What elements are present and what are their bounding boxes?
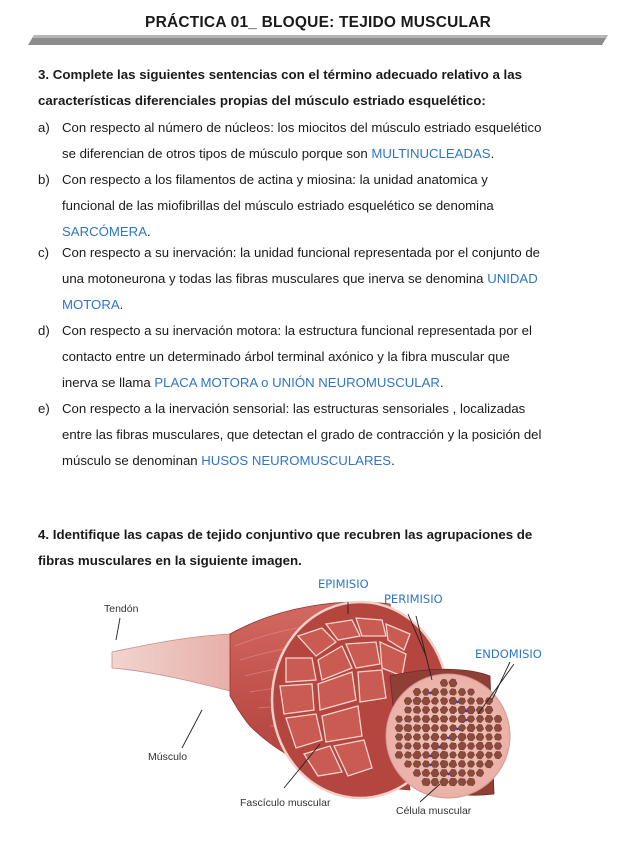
item-text-line: inerva se llama [62, 375, 155, 390]
punctuation: . [490, 146, 495, 161]
muscle-fiber [458, 778, 466, 785]
item-label: a) [38, 120, 50, 135]
answer-text: HUSOS NEUROMUSCULARES [201, 453, 392, 468]
question-4-prompt-line1: 4. Identifique las capas de tejido conjuntivo que recubren las agrupaciones de [38, 527, 533, 542]
muscle-fiber [458, 761, 466, 768]
punctuation: . [439, 375, 444, 390]
muscle-fiber [494, 724, 502, 731]
tendon-shape [112, 634, 250, 696]
item-text-line: contacto entre un determinado árbol terminal axónico y la fibra muscular que [62, 349, 510, 364]
answer-text: MOTORA [62, 297, 120, 312]
muscle-fiber [476, 698, 483, 705]
item-text-line: se diferencian de otros tipos de músculo porque son [62, 146, 372, 161]
label-tendon: Tendón [104, 603, 139, 615]
question-3-prompt-line2: características diferenciales propias del músculo estriado esquelético: [38, 93, 486, 108]
muscle-fiber [404, 716, 411, 723]
muscle-fiber [449, 716, 457, 723]
answer-text: MULTINUCLEADAS [371, 146, 491, 161]
muscle-fiber [458, 715, 466, 723]
item-label: e) [38, 401, 50, 416]
item-text-line: funcional de las miofibrillas del músculo estriado esquelético se denomina [62, 198, 494, 213]
punctuation: . [147, 224, 151, 239]
muscle-fiber [440, 725, 448, 732]
leader-endomisio-1 [492, 662, 510, 700]
punctuation: . [391, 453, 395, 468]
leader-musculo [182, 710, 202, 748]
muscle-anatomy-diagram [90, 576, 570, 826]
nucleus-dot [456, 728, 459, 731]
answer-text: SARCÓMERA [62, 224, 147, 239]
nucleus-dot [456, 701, 459, 704]
label-fasciculo: Fascículo muscular [240, 797, 331, 809]
label-epimisio: EPIMISIO [318, 577, 369, 591]
item-text-line: Con respecto al número de núcleos: los miocitos del músculo estriado esquelético [62, 120, 542, 135]
muscle-fiber [449, 689, 456, 696]
title-underline-bar [28, 33, 608, 47]
item-text-line: Con respecto a los filamentos de actina y miosina: la unidad anatomica y [62, 172, 488, 187]
muscle-fiber [404, 724, 412, 732]
item-text-line: Con respecto a la inervación sensorial: las estructuras sensoriales , localizadas [62, 401, 526, 416]
item-label: b) [38, 172, 50, 187]
muscle-fiber [413, 742, 421, 749]
label-musculo: Músculo [148, 751, 188, 763]
nucleus-dot [429, 755, 432, 758]
item-text-line: Con respecto a su inervación: la unidad funcional representada por el conjunto de [62, 245, 540, 260]
page-title: PRÁCTICA 01_ BLOQUE: TEJIDO MUSCULAR [145, 14, 491, 31]
nucleus-dot [438, 746, 441, 749]
nucleus-dot [447, 737, 450, 740]
label-perimisio: PERIMISIO [384, 592, 443, 606]
question-3-prompt-line1: 3. Complete las siguientes sentencias con el término adecuado relativo a las [38, 67, 523, 82]
item-text-line: músculo se denominan [62, 453, 202, 468]
item-label: c) [38, 245, 49, 260]
nucleus-dot [429, 764, 432, 767]
label-endomisio: ENDOMISIO [475, 647, 542, 661]
item-text-line: Con respecto a su inervación motora: la estructura funcional representada por el [62, 323, 532, 338]
nucleus-dot [465, 719, 468, 722]
answer-text: PLACA MOTORA o UNIÓN NEUROMUSCULAR [154, 375, 440, 390]
punctuation: . [119, 297, 124, 312]
item-text-line: una motoneurona y todas las fibras musculares que inerva se denomina [62, 271, 488, 286]
item-label: d) [38, 323, 50, 338]
muscle-fiber [422, 778, 431, 786]
muscle-fiber [395, 752, 403, 759]
item-text-line: entre las fibras musculares, que detectan el grado de contracción y la posición del [62, 427, 542, 442]
nucleus-dot [447, 773, 450, 776]
leader-tendon [116, 618, 120, 640]
label-celula: Célula muscular [396, 805, 472, 817]
muscle-fiber [494, 734, 501, 741]
nucleus-dot [429, 692, 432, 695]
nucleus-dot [465, 710, 468, 713]
muscle-fiber [404, 707, 411, 713]
muscle-fiber [467, 733, 475, 741]
answer-text: UNIDAD [487, 271, 538, 286]
question-4-prompt-line2: fibras musculares en la siguiente imagen. [38, 553, 302, 568]
